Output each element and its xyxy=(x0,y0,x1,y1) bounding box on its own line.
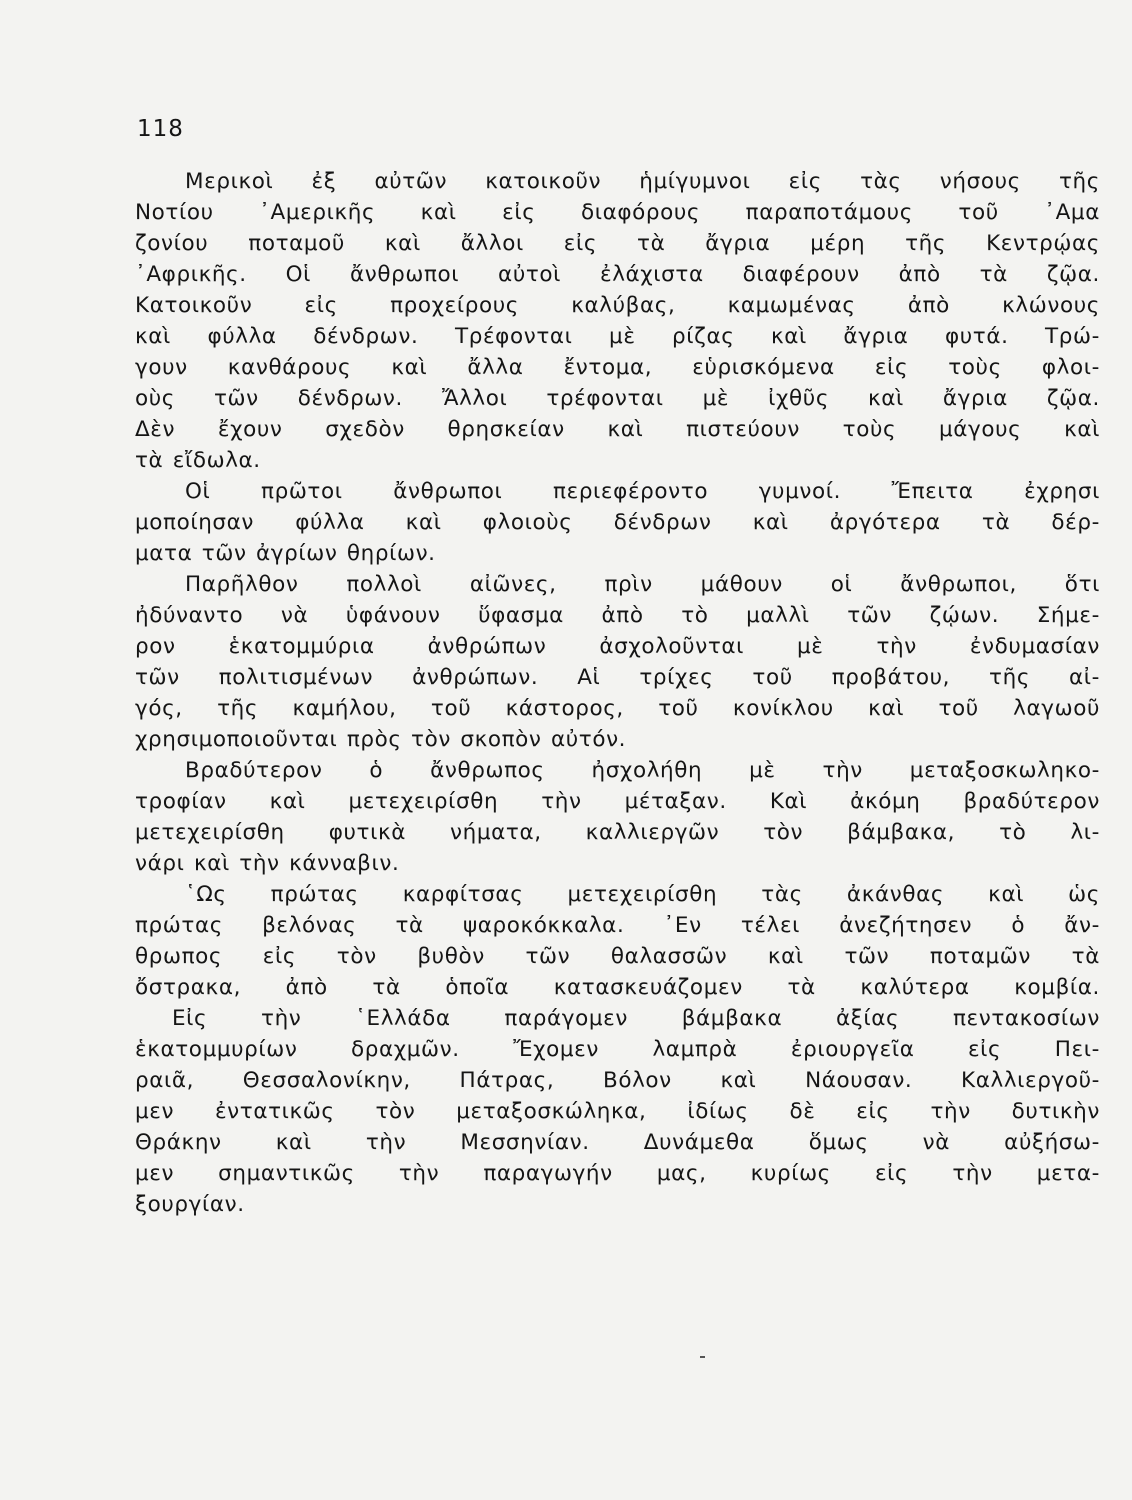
body-text xyxy=(135,166,1100,1220)
text-line: ξουργίαν. xyxy=(135,1192,245,1217)
text-line: γουν κανθάρους καὶ ἄλλα ἔντομα, εὑρισκόμενα εἰς τοὺς φλοι- xyxy=(135,355,1100,380)
text-line: ἠδύναντο νὰ ὑφάνουν ὕφασμα ἀπὸ τὸ μαλλὶ τῶν ζῴων. Σήμε- xyxy=(135,603,1100,628)
text-line: Μερικοὶ ἐξ αὐτῶν κατοικοῦν ἡμίγυμνοι εἰς τὰς νήσους τῆς xyxy=(185,169,1100,194)
text-line: χρησιμοποιοῦνται πρὸς τὸν σκοπὸν αὐτόν. xyxy=(135,727,627,752)
text-line: ματα τῶν ἀγρίων θηρίων. xyxy=(135,541,436,566)
text-line: πρώτας βελόνας τὰ ψαροκόκκαλα. ᾿Εν τέλει ἀνεζήτησεν ὁ ἄν- xyxy=(135,913,1100,938)
text-line: ρον ἑκατομμύρια ἀνθρώπων ἀσχολοῦνται μὲ τὴν ἐνδυμασίαν xyxy=(135,634,1100,659)
text-line: νάρι καὶ τὴν κάνναβιν. xyxy=(135,851,400,876)
text-line: τῶν πολιτισμένων ἀνθρώπων. Αἱ τρίχες τοῦ προβάτου, τῆς αἰ- xyxy=(135,665,1100,690)
text-line: Θράκην καὶ τὴν Μεσσηνίαν. Δυνάμεθα ὅμως νὰ αὐξήσω- xyxy=(135,1130,1100,1155)
text-line: Οἱ πρῶτοι ἄνθρωποι περιεφέροντο γυμνοί. Ἔπειτα ἐχρησι xyxy=(185,479,1100,504)
text-line: Βραδύτερον ὁ ἄνθρωπος ἠσχολήθη μὲ τὴν μεταξοσκωληκο- xyxy=(185,758,1100,783)
ink-speck xyxy=(700,1356,705,1358)
text-line: ὄστρακα, ἀπὸ τὰ ὁποῖα κατασκευάζομεν τὰ καλύτερα κομβία. xyxy=(135,975,1100,1000)
text-line: ῾Ως πρώτας καρφίτσας μετεχειρίσθη τὰς ἀκάνθας καὶ ὡς xyxy=(185,882,1100,907)
text-line: τροφίαν καὶ μετεχειρίσθη τὴν μέταξαν. Καὶ ἀκόμη βραδύτερον xyxy=(135,789,1100,814)
text-line: μετεχειρίσθη φυτικὰ νήματα, καλλιεργῶν τὸν βάμβακα, τὸ λι- xyxy=(135,820,1100,845)
page-number: 118 xyxy=(137,116,184,142)
text-line: καὶ φύλλα δένδρων. Τρέφονται μὲ ρίζας καὶ ἄγρια φυτά. Τρώ- xyxy=(135,324,1100,349)
text-line: τὰ εἴδωλα. xyxy=(135,448,261,473)
text-line: ζονίου ποταμοῦ καὶ ἄλλοι εἰς τὰ ἄγρια μέρη τῆς Κεντρῴας xyxy=(135,231,1100,256)
text-line: γός, τῆς καμήλου, τοῦ κάστορος, τοῦ κονίκλου καὶ τοῦ λαγωοῦ xyxy=(135,696,1100,721)
text-line: θρωπος εἰς τὸν βυθὸν τῶν θαλασσῶν καὶ τῶν ποταμῶν τὰ xyxy=(135,944,1100,969)
text-line: ἑκατομμυρίων δραχμῶν. Ἔχομεν λαμπρὰ ἐριουργεῖα εἰς Πει- xyxy=(135,1037,1100,1062)
text-line: Δὲν ἔχουν σχεδὸν θρησκείαν καὶ πιστεύουν τοὺς μάγους καὶ xyxy=(135,417,1100,442)
text-line: Κατοικοῦν εἰς προχείρους καλύβας, καμωμένας ἀπὸ κλώνους xyxy=(135,293,1100,318)
text-line: Εἰς τὴν ῾Ελλάδα παράγομεν βάμβακα ἀξίας πεντακοσίων xyxy=(172,1006,1100,1031)
text-line: μεν σημαντικῶς τὴν παραγωγήν μας, κυρίως εἰς τὴν μετα- xyxy=(135,1161,1100,1186)
text-line: ραιᾶ, Θεσσαλονίκην, Πάτρας, Βόλον καὶ Νάουσαν. Καλλιεργοῦ- xyxy=(135,1068,1100,1093)
text-line: Νοτίου ᾿Αμερικῆς καὶ εἰς διαφόρους παραποτάμους τοῦ ᾿Αμα xyxy=(135,200,1100,225)
text-line: ᾿Αφρικῆς. Οἱ ἄνθρωποι αὐτοὶ ἐλάχιστα διαφέρουν ἀπὸ τὰ ζῷα. xyxy=(135,262,1100,287)
text-line: μοποίησαν φύλλα καὶ φλοιοὺς δένδρων καὶ ἀργότερα τὰ δέρ- xyxy=(135,510,1100,535)
text-line: οὺς τῶν δένδρων. Ἄλλοι τρέφονται μὲ ἰχθῦς καὶ ἄγρια ζῷα. xyxy=(135,386,1100,411)
text-line: μεν ἐντατικῶς τὸν μεταξοσκώληκα, ἰδίως δὲ εἰς τὴν δυτικὴν xyxy=(135,1099,1100,1124)
text-line: Παρῆλθον πολλοὶ αἰῶνες, πρὶν μάθουν οἱ ἄνθρωποι, ὅτι xyxy=(185,572,1100,597)
